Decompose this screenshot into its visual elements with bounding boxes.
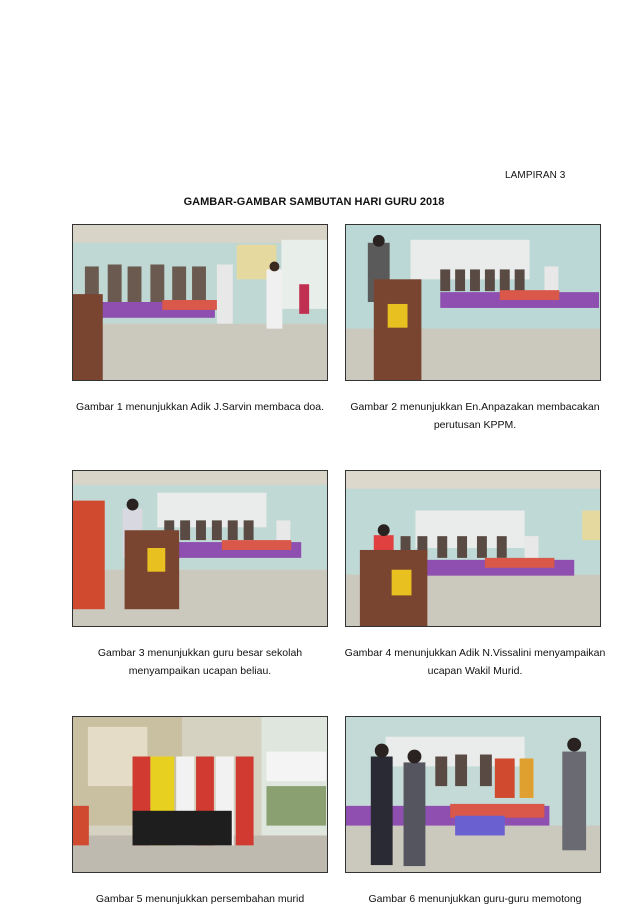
photo-5-caption: Gambar 5 menunjukkan persembahan murid — [95, 893, 305, 905]
photo-6-caption: Gambar 6 menunjukkan guru-guru memotong — [368, 893, 582, 905]
photo-3 — [72, 470, 328, 627]
page-title: GAMBAR-GAMBAR SAMBUTAN HARI GURU 2018 — [183, 196, 445, 208]
photo-5 — [72, 716, 328, 873]
photo-1 — [72, 224, 328, 381]
photo-2-caption: Gambar 2 menunjukkan En.Anpazakan membacakan perutusan KPPM. — [350, 401, 600, 431]
photo-1-caption: Gambar 1 menunjukkan Adik J.Sarvin membaca doa. — [75, 401, 325, 413]
photo-2 — [345, 224, 601, 381]
photo-3-caption: Gambar 3 menunjukkan guru besar sekolah menyampaikan ucapan beliau. — [97, 647, 303, 677]
photo-6 — [345, 716, 601, 873]
photo-4-caption: Gambar 4 menunjukkan Adik N.Vissalini menyampaikan ucapan Wakil Murid. — [344, 647, 606, 677]
appendix-label: LAMPIRAN 3 — [505, 170, 566, 181]
photo-4 — [345, 470, 601, 627]
